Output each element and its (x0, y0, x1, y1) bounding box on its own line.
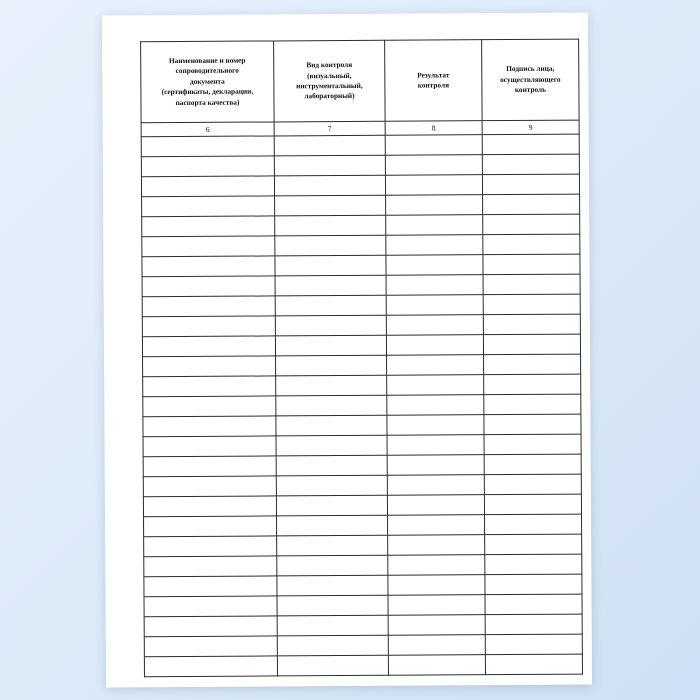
table-cell[interactable] (275, 215, 386, 236)
table-cell[interactable] (387, 475, 484, 496)
table-cell[interactable] (485, 574, 582, 595)
column-header-document-name: Наименование и номер сопроводительного документа (сертификаты, декларации, паспорта качества) (141, 41, 274, 123)
table-cell[interactable] (144, 576, 277, 597)
table-cell[interactable] (385, 175, 482, 196)
table-cell[interactable] (144, 656, 277, 677)
table-cell[interactable] (142, 216, 275, 237)
table-cell[interactable] (142, 196, 275, 217)
table-row (142, 254, 580, 277)
table-cell[interactable] (274, 155, 385, 176)
table-cell[interactable] (388, 535, 485, 556)
table-cell[interactable] (484, 434, 581, 455)
table-cell[interactable] (484, 474, 581, 495)
control-journal-table (140, 39, 583, 678)
table-cell[interactable] (143, 496, 276, 517)
table-cell[interactable] (388, 595, 485, 616)
table-row (144, 554, 582, 577)
table-cell[interactable] (485, 614, 582, 635)
table-row (144, 514, 582, 537)
table-row (142, 274, 580, 297)
table-cell[interactable] (275, 255, 386, 276)
table-row (144, 654, 582, 677)
table-row (143, 394, 581, 417)
table-cell[interactable] (276, 475, 387, 496)
table-cell[interactable] (276, 375, 387, 396)
table-cell[interactable] (275, 235, 386, 256)
table-cell[interactable] (385, 155, 482, 176)
table-row (142, 294, 580, 317)
table-cell[interactable] (275, 295, 386, 316)
table-row (144, 534, 582, 557)
table-row (142, 334, 580, 357)
table-cell[interactable] (143, 396, 276, 417)
table-cell[interactable] (277, 655, 388, 676)
table-row (144, 594, 582, 617)
table-cell[interactable] (485, 654, 582, 675)
table-row (143, 434, 581, 457)
table-cell[interactable] (142, 296, 275, 317)
table-cell[interactable] (482, 154, 579, 175)
table-cell[interactable] (143, 416, 276, 437)
table-cell[interactable] (142, 336, 275, 357)
table-cell[interactable] (387, 395, 484, 416)
table-cell[interactable] (483, 294, 580, 315)
table-cell[interactable] (388, 655, 485, 676)
table-cell[interactable] (386, 215, 483, 236)
table-cell[interactable] (143, 476, 276, 497)
table-cell[interactable] (387, 415, 484, 436)
table-row (143, 494, 581, 517)
table-row (142, 214, 580, 237)
table-cell[interactable] (142, 276, 275, 297)
column-header-control-result: Результат контроля (385, 40, 482, 122)
table-cell[interactable] (275, 275, 386, 296)
table-cell[interactable] (386, 275, 483, 296)
table-cell[interactable] (277, 535, 388, 556)
table-row (142, 234, 580, 257)
table-cell[interactable] (276, 455, 387, 476)
table-cell[interactable] (274, 175, 385, 196)
table-header (141, 39, 580, 137)
table-cell[interactable] (144, 596, 277, 617)
table-cell[interactable] (482, 134, 579, 155)
table-header-row (141, 39, 579, 123)
table-cell[interactable] (483, 194, 580, 215)
table-cell[interactable] (483, 234, 580, 255)
table-cell[interactable] (144, 636, 277, 657)
column-number-9: 9 (482, 120, 579, 135)
table-row (143, 354, 581, 377)
column-number-7: 7 (274, 121, 385, 136)
table-row (142, 314, 580, 337)
table-cell[interactable] (386, 255, 483, 276)
column-number-6: 6 (141, 122, 274, 137)
table-cell[interactable] (484, 354, 581, 375)
table-cell[interactable] (386, 295, 483, 316)
table-cell[interactable] (485, 594, 582, 615)
table-cell[interactable] (388, 615, 485, 636)
table-cell[interactable] (277, 595, 388, 616)
table-cell[interactable] (484, 454, 581, 475)
table-cell[interactable] (275, 315, 386, 336)
table-cell[interactable] (388, 555, 485, 576)
table-cell[interactable] (144, 536, 277, 557)
table-cell[interactable] (485, 534, 582, 555)
document-sheet (102, 13, 592, 688)
table-cell[interactable] (276, 395, 387, 416)
table-cell[interactable] (144, 556, 277, 577)
table-cell[interactable] (485, 514, 582, 535)
table-cell[interactable] (142, 256, 275, 277)
table-cell[interactable] (483, 254, 580, 275)
table-cell[interactable] (276, 435, 387, 456)
table-cell[interactable] (483, 314, 580, 335)
table-row (143, 454, 581, 477)
table-cell[interactable] (141, 176, 274, 197)
table-cell[interactable] (143, 456, 276, 477)
column-header-control-type: Вид контроля (визуальный, инструментальный, лабораторный) (274, 40, 385, 122)
table-cell[interactable] (484, 394, 581, 415)
table-cell[interactable] (386, 335, 483, 356)
table-cell[interactable] (141, 156, 274, 177)
table-cell[interactable] (387, 375, 484, 396)
table-cell[interactable] (388, 575, 485, 596)
table-cell[interactable] (388, 635, 485, 656)
table-cell[interactable] (386, 195, 483, 216)
table-cell[interactable] (485, 554, 582, 575)
table-row (144, 614, 582, 637)
table-cell[interactable] (484, 374, 581, 395)
table-cell[interactable] (485, 634, 582, 655)
table-cell[interactable] (386, 235, 483, 256)
table-cell[interactable] (385, 135, 482, 156)
column-header-signature: Подпись лица, осуществляющего контроль (482, 39, 579, 121)
table-cell[interactable] (483, 214, 580, 235)
table-row (143, 474, 581, 497)
table-cell[interactable] (387, 495, 484, 516)
table-cell[interactable] (388, 515, 485, 536)
table-cell[interactable] (387, 355, 484, 376)
table-body (141, 134, 582, 677)
table-cell[interactable] (482, 174, 579, 195)
table-container (140, 39, 561, 663)
table-row (143, 414, 581, 437)
table-cell[interactable] (141, 136, 274, 157)
table-row (142, 194, 580, 217)
table-cell[interactable] (142, 236, 275, 257)
table-cell[interactable] (275, 335, 386, 356)
table-cell[interactable] (276, 415, 387, 436)
table-cell[interactable] (277, 555, 388, 576)
table-cell[interactable] (386, 315, 483, 336)
table-row (141, 174, 579, 197)
table-row (144, 574, 582, 597)
table-row (141, 154, 579, 177)
table-cell[interactable] (277, 615, 388, 636)
table-cell[interactable] (142, 316, 275, 337)
table-cell[interactable] (144, 516, 277, 537)
table-cell[interactable] (143, 436, 276, 457)
table-cell[interactable] (484, 414, 581, 435)
column-number-8: 8 (385, 121, 482, 136)
table-cell[interactable] (274, 135, 385, 156)
table-cell[interactable] (275, 195, 386, 216)
table-cell[interactable] (483, 334, 580, 355)
table-cell[interactable] (143, 376, 276, 397)
table-cell[interactable] (276, 495, 387, 516)
table-cell[interactable] (484, 494, 581, 515)
table-cell[interactable] (387, 455, 484, 476)
table-cell[interactable] (143, 356, 276, 377)
table-row (144, 634, 582, 657)
table-cell[interactable] (276, 355, 387, 376)
table-cell[interactable] (387, 435, 484, 456)
table-cell[interactable] (277, 575, 388, 596)
table-row (141, 134, 579, 157)
table-cell[interactable] (277, 515, 388, 536)
table-cell[interactable] (144, 616, 277, 637)
table-row (143, 374, 581, 397)
table-cell[interactable] (483, 274, 580, 295)
table-cell[interactable] (277, 635, 388, 656)
